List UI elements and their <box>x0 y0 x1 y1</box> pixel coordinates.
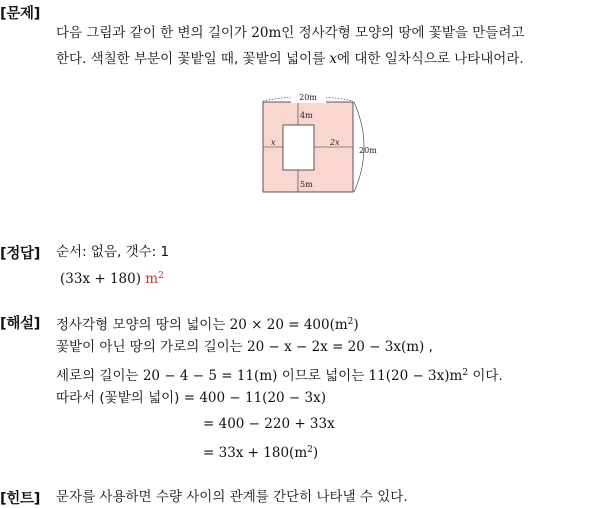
unit-m: m <box>145 271 159 287</box>
answer-expr: (33x + 180) <box>60 271 141 287</box>
explanation-math: ) <box>353 317 359 333</box>
explanation-math: 20 − 4 − 5 = 11(m) <box>142 368 278 384</box>
right-var-label: 2x <box>330 138 340 147</box>
explanation-text: 이므로 넓이는 <box>277 368 369 384</box>
problem-line-1 <box>56 24 524 42</box>
explanation-math: = 33x + 180(m <box>203 445 308 461</box>
problem-text: 인 정사각형 모양의 땅에 꽃밭을 만들려고 <box>281 25 525 41</box>
explanation-line-5: = 400 − 220 + 33x <box>203 416 335 432</box>
side-length: 20m <box>251 25 282 41</box>
problem-line-2 <box>56 50 524 68</box>
exponent: 2 <box>462 368 469 378</box>
path-rectangle <box>283 125 314 170</box>
explanation-math: 20 × 20 = 400(m <box>229 317 348 333</box>
explanation-text: 정사각형 모양의 땅의 넓이는 <box>56 317 230 333</box>
hint-text: 문자를 사용하면 수량 사이의 관계를 간단히 나타낼 수 있다. <box>56 489 408 505</box>
answer-tag: [정답] <box>0 246 41 262</box>
bottom-gap-label: 5m <box>300 180 313 189</box>
top-length-label: 20m <box>299 93 317 102</box>
answer-meta: 순서: 없음, 갯수: 1 <box>56 244 170 260</box>
problem-text: 다음 그림과 같이 한 변의 길이가 <box>56 25 252 41</box>
right-length-label: 20m <box>359 146 377 155</box>
explanation-math: ) <box>312 445 319 461</box>
problem-text: 한다. 색칠한 부분이 꽃밭일 때, 꽃밭의 넓이를 <box>56 51 330 67</box>
explanation-line-2 <box>56 338 433 356</box>
explanation-math: = 400 − 11(20 − 3x) <box>179 390 326 406</box>
explanation-text: 꽃밭이 아닌 땅의 가로의 길이는 <box>56 339 247 355</box>
explanation-text: 세로의 길이는 <box>56 368 143 384</box>
explanation-text: 따라서 (꽃밭의 넓이) <box>56 390 180 406</box>
explanation-text: 이다. <box>468 368 503 384</box>
explanation-text: , <box>424 339 433 355</box>
explanation-math: 20 − x − 2x = 20 − 3x(m) <box>247 339 425 355</box>
explanation-line-4 <box>56 389 326 407</box>
top-gap-label: 4m <box>300 111 313 120</box>
explanation-math: 11(20 − 3x)m <box>368 368 463 384</box>
answer-unit <box>145 271 164 287</box>
exponent: 2 <box>307 445 313 455</box>
explanation-tag: [해설] <box>0 316 41 332</box>
answer-expression <box>60 267 164 288</box>
unit-exponent: 2 <box>158 271 164 281</box>
hint-tag: [힌트] <box>0 491 41 507</box>
problem-tag: [문제] <box>0 6 41 22</box>
explanation-line-3 <box>56 364 503 385</box>
left-var-label: x <box>271 138 276 147</box>
explanation-line-6 <box>203 441 318 462</box>
garden-figure <box>256 92 386 197</box>
problem-text: 에 대한 일차식으로 나타내어라. <box>336 51 524 67</box>
variable-x: x <box>329 51 337 67</box>
explanation-line-1 <box>56 313 359 334</box>
exponent: 2 <box>347 317 354 327</box>
